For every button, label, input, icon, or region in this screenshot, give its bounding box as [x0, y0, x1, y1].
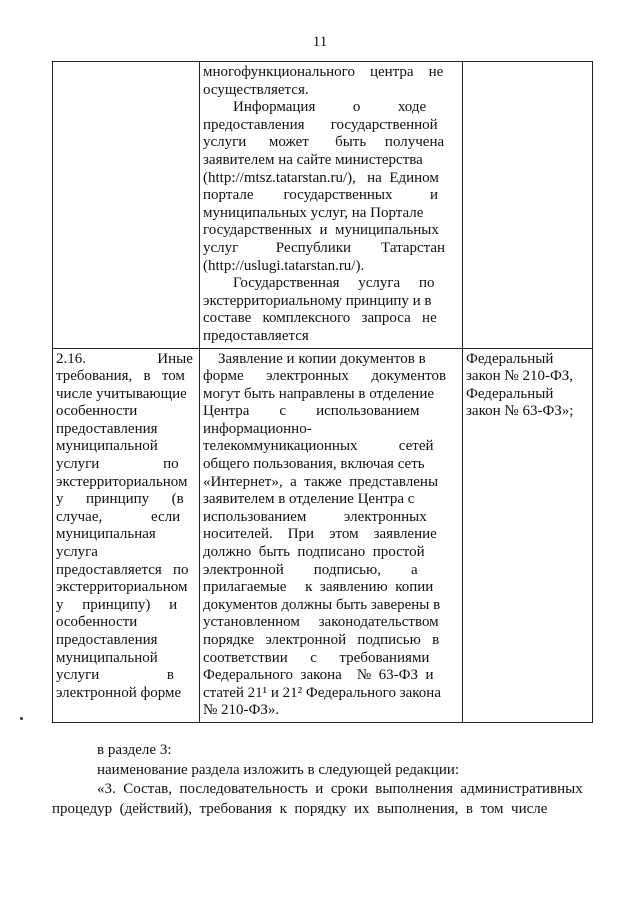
body-text-after-table: в разделе 3: наименование раздела изложить в следующей редакции: «3. Состав, последовательность и сроки выполнения административных процедур (действий), требования к порядку их выполнения, в том числе [52, 742, 583, 817]
table-cell-row1-col2 [200, 62, 463, 349]
table-cell-row1-col3 [463, 62, 593, 349]
table-cell-row2-col1 [53, 348, 200, 722]
requirement-heading-2-16: 2.16. Иные требования, в том числе учитывающие особенности предоставления муниципальной услуги по экстерриториальном у принципу (в случае, если муниципальная услуга предоставляется по экстерриториальном у принципу) и особенности предоставления муниципальной услуги в электронной форме [56, 350, 193, 701]
table-row [53, 62, 593, 349]
table-row [53, 348, 593, 722]
table-cell-row2-col3 [463, 348, 593, 722]
table-cell-row1-col1 [53, 62, 200, 349]
electronic-submission-text: Заявление и копии документов в форме электронных документов могут быть направлены в отделение Центра с использованием информационно- телекоммуникационных сетей общего пользования, включая сеть «Интернет», а также представлены заявителем в отделение Центра с использованием электронных носителей. При этом заявление должно быть подписано простой электронной подписью, а прилагаемые к заявлению копии документов должны быть заверены в установленном законодательством порядке электронной подписью в соответствии с требованиями Федерального закона № 63-ФЗ и статей 21¹ и 21² Федерального закона № 210-ФЗ». [203, 350, 447, 719]
legal-basis-text: Федеральный закон № 210-ФЗ, Федеральный закон № 63-ФЗ»; [466, 350, 574, 420]
requirements-table [52, 61, 593, 723]
page-number: 11 [312, 34, 328, 50]
scan-speck [20, 717, 23, 720]
table-cell-row2-col2 [200, 348, 463, 722]
info-provision-text: многофункционального центра не осуществляется. Информация о ходе предоставления государственной услуги может быть получена заявителем на сайте министерства (http://mtsz.tatarstan.ru/), на Едином портале государственных и муниципальных услуг, на Портале государственных и муниципальных услуг Республики Татарстан (http://uslugi.tatarstan.ru/). Государственная услуга по экстерриториальному принципу и в составе комплексного запроса не предоставляется [203, 64, 446, 344]
